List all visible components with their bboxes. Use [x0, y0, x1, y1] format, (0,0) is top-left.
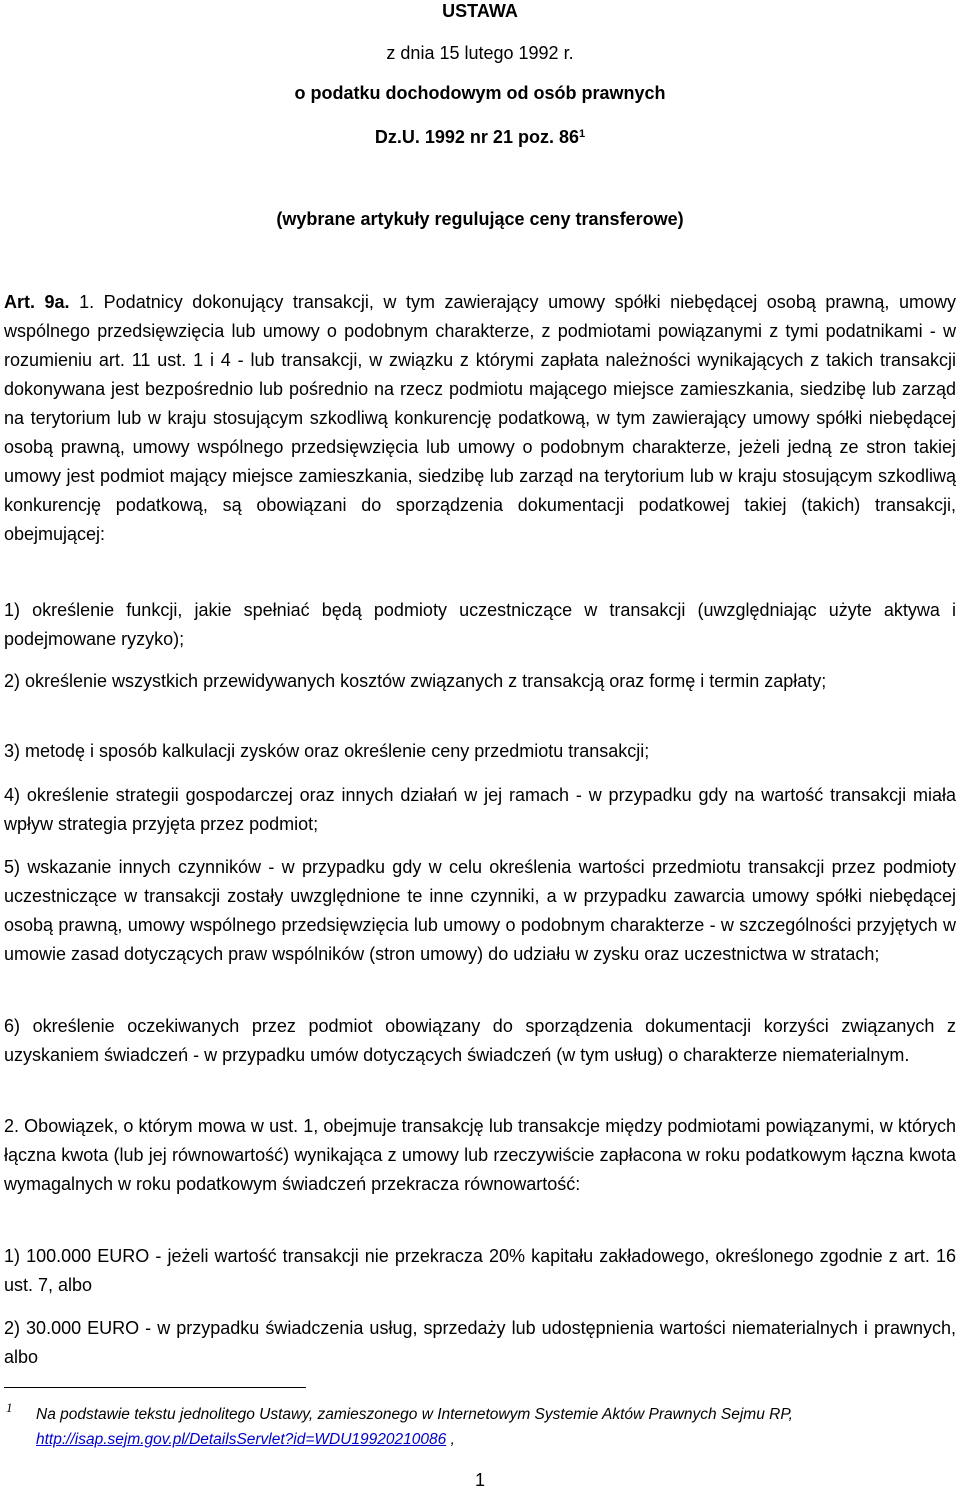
footnote-reference[interactable]: 1: [578, 128, 586, 140]
article-paragraph-1: [4, 288, 956, 549]
list-item-4: 4) określenie strategii gospodarczej oraz innych działań w jej ramach - w przypadku gdy na wartość transakcji miała wpływ strategia przyjęta przez podmiot;: [4, 785, 956, 834]
footnote-link[interactable]: http://isap.sejm.gov.pl/DetailsServlet?id=WDU19920210086: [36, 1431, 447, 1448]
article-heading: Art. 9a.: [4, 292, 70, 312]
document-scope: (wybrane artykuły regulujące ceny transferowe): [276, 209, 684, 229]
document-date: z dnia 15 lutego 1992 r.: [386, 43, 574, 63]
footnote-separator: [4, 1387, 306, 1388]
list-item-2: 2) określenie wszystkich przewidywanych kosztów związanych z transakcją oraz formę i termin zapłaty;: [4, 671, 827, 691]
list-item-5: 5) wskazanie innych czynników - w przypadku gdy w celu określenia wartości przedmiotu transakcji przez podmioty uczestniczące w transakcji zostały uwzględnione te inne czynniki, a w przypadku zawarcia umowy spółki niebędącej osobą prawną, umowy wspólnego przedsięwzięcia lub umowy o podobnym charakterze - w szczególności przyjętych w umowie zasad dotyczących praw wspólników (stron umowy) do udziału w zysku oraz uczestnictwa w stratach;: [4, 857, 956, 964]
list-item-3: 3) metodę i sposób kalkulacji zysków oraz określenie ceny przedmiotu transakcji;: [4, 741, 650, 761]
paragraph-2-item-1: 1) 100.000 EURO - jeżeli wartość transakcji nie przekracza 20% kapitału zakładowego, określonego zgodnie z art. 16 ust. 7, albo: [4, 1246, 956, 1295]
list-item-6: 6) określenie oczekiwanych przez podmiot obowiązany do sporządzenia dokumentacji korzyści związanych z uzyskaniem świadczeń - w przypadku umów dotyczących świadczeń (w tym usług) o charakterze niematerialnym.: [4, 1016, 956, 1065]
journal-reference: [0, 126, 960, 148]
paragraph-2-item-2: 2) 30.000 EURO - w przypadku świadczenia usług, sprzedaży lub udostępnienia wartości niematerialnych i prawnych, albo: [4, 1318, 956, 1367]
journal-text: Dz.U. 1992 nr 21 poz. 86: [374, 127, 579, 147]
footnote-text: [36, 1402, 946, 1452]
list-item-1: 1) określenie funkcji, jakie spełniać będą podmioty uczestniczące w transakcji (uwzględniając użyte aktywa i podejmowane ryzyko);: [4, 600, 956, 649]
article-paragraph-2: 2. Obowiązek, o którym mowa w ust. 1, obejmuje transakcję lub transakcje między podmiotami powiązanymi, w których łączna kwota (lub jej równowartość) wynikająca z umowy lub rzeczywiście zapłacona w roku podatkowym łączna kwota wymagalnych w roku podatkowym świadczeń przekracza równowartość:: [4, 1116, 956, 1194]
document-title: USTAWA: [442, 1, 518, 21]
footnote-body: Na podstawie tekstu jednolitego Ustawy, zamieszonego w Internetowym Systemie Aktów Prawnych Sejmu RP,: [36, 1406, 793, 1423]
paragraph-1-text: 1. Podatnicy dokonujący transakcji, w tym zawierający umowy spółki niebędącej osobą prawną, umowy wspólnego przedsięwzięcia lub umowy o podobnym charakterze, z podmiotami powiązanymi z tymi podatnikami - w rozumieniu art. 11 ust. 1 i 4 - lub transakcji, w związku z którymi zapłata należności wynikających z takich transakcji dokonywana jest bezpośrednio lub pośrednio na rzecz podmiotu mającego miejsce zamieszkania, siedzibę lub zarząd na terytorium lub w kraju stosującym szkodliwą konkurencję podatkową, w tym zawierający umowy spółki niebędącej osobą prawną, umowy wspólnego przedsięwzięcia lub umowy o podobnym charakterze, jeżeli jedną ze stron takiej umowy jest podmiot mający miejsce zamieszkania, siedzibę lub zarząd na terytorium lub w kraju stosującym szkodliwą konkurencję podatkową, są obowiązani do sporządzenia dokumentacji podatkowej takiej (takich) transakcji, obejmującej:: [4, 292, 956, 544]
document-subject: o podatku dochodowym od osób prawnych: [294, 83, 666, 103]
page-number: 1: [474, 1470, 485, 1490]
footnote-mark: 1: [6, 1400, 13, 1415]
footnote-tail: ,: [446, 1431, 455, 1448]
